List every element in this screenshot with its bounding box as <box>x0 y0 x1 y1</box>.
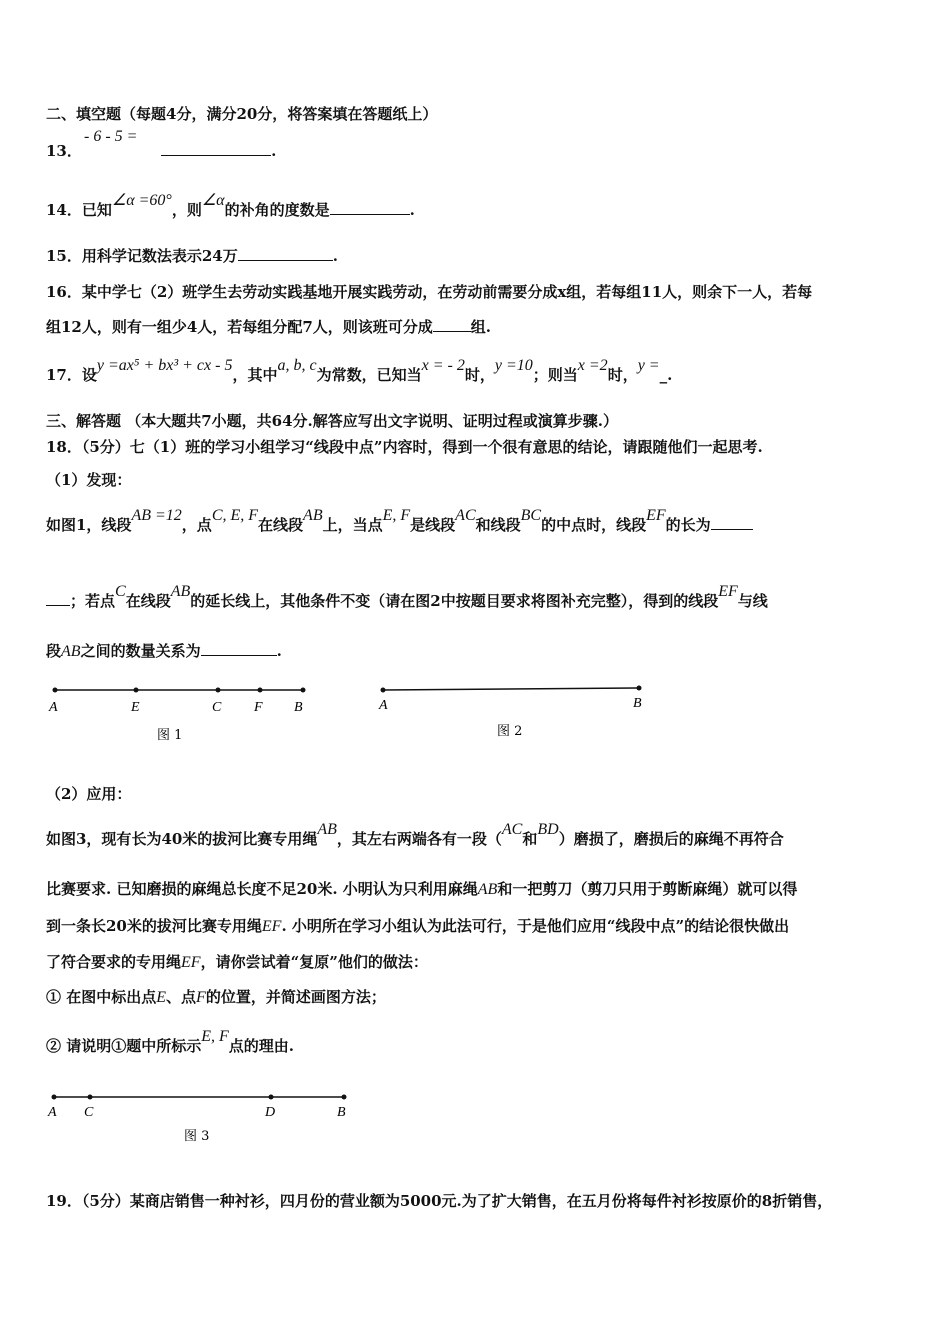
a3-text: . 小明所在学习小组认为此法可行，于是他们应用“线段中点”的结论很快做出 <box>281 917 790 935</box>
fig1-point-e <box>134 688 139 693</box>
fig3-point-d <box>269 1095 274 1100</box>
p2-c: C <box>115 583 126 600</box>
fig3-point-a <box>52 1095 57 1100</box>
p1-ef: EF <box>646 507 666 524</box>
q17-prefix: 17．设 <box>46 366 97 384</box>
figure-1 <box>45 682 320 752</box>
q18-part-2-line-1 <box>46 821 910 851</box>
q16-answer-blank <box>433 317 471 332</box>
p2-text: 与线 <box>737 592 768 610</box>
fig2-caption: 图 2 <box>497 724 523 739</box>
a1-text: 如图3，现有长为40米的拔河比赛专用绳 <box>46 830 318 848</box>
q17-condition-y: y =10 <box>494 357 533 374</box>
a1-ab: AB <box>317 821 337 838</box>
question-16-line-1: 16．某中学七（2）班学生去劳动实践基地开展实践劳动，在劳动前需要分成x组，若每组11人，则余下一人，若每 <box>46 283 813 301</box>
p2-text: ；若点 <box>70 592 116 610</box>
p3-ab: AB <box>61 643 81 660</box>
p1-text: 的长为 <box>665 516 711 534</box>
q18-step-2 <box>46 1028 910 1058</box>
q18-part-2-line-2 <box>46 878 910 901</box>
fig1-point-f <box>258 688 263 693</box>
fig3-label-a: A <box>48 1105 57 1120</box>
question-17 <box>46 357 910 387</box>
q18-part-2-line-4 <box>46 951 910 974</box>
question-18-intro: 18．（5分）七（1）班的学习小组学习“线段中点”内容时，得到一个很有意思的结论，请跟随他们一起思考. <box>46 438 763 456</box>
p3-answer-blank <box>201 641 277 656</box>
q18-part-2-label: （2）应用： <box>46 785 132 803</box>
p1-points-ef: E, F <box>382 507 411 524</box>
section-3-heading: 三、解答题 （本大题共7小题，共64分.解答应写出文字说明、证明过程或演算步骤.） <box>46 412 618 430</box>
q14-prefix: 14．已知 <box>46 201 112 219</box>
a2-text: 比赛要求. 已知磨损的麻绳总长度不足20米. 小明认为只利用麻绳 <box>46 880 478 898</box>
fig3-label-d: D <box>265 1105 276 1120</box>
question-13: 13． - 6 - 5 = . <box>46 128 277 160</box>
p2-ab: AB <box>170 583 191 600</box>
fig1-point-b <box>301 688 306 693</box>
question-14: 14．已知∠α =60°，则∠α的补角的度数是 . <box>46 192 415 219</box>
q17-text-3: 时， <box>464 366 495 384</box>
fig1-point-c <box>216 688 221 693</box>
p1-points-cef: C, E, F <box>211 507 259 524</box>
s1-e: E <box>156 989 167 1006</box>
p1-ac: AC <box>455 507 476 524</box>
p1-text: 如图1，线段 <box>46 516 132 534</box>
s2-ef: E, F <box>201 1028 229 1045</box>
fig2-label-a: A <box>379 698 388 713</box>
fig1-label-a: A <box>49 700 58 715</box>
q14-angle-symbol: ∠α <box>201 192 225 209</box>
a1-text: ）磨损了，磨损后的麻绳不再符合 <box>558 830 784 848</box>
q14-answer-blank <box>330 200 410 215</box>
p1-text: 的中点时，线段 <box>541 516 647 534</box>
a4-ef: EF <box>181 954 201 971</box>
q15-answer-blank <box>238 246 333 261</box>
a1-text: ，其左右两端各有一段（ <box>336 830 502 848</box>
a3-text: 到一条长20米的拔河比赛专用绳 <box>46 917 262 935</box>
fig1-label-e: E <box>131 700 140 715</box>
q17-answer-blank: _. <box>659 366 673 384</box>
q17-text-5: 时， <box>607 366 638 384</box>
fig1-label-f: F <box>254 700 263 715</box>
a3-ef: EF <box>261 918 282 935</box>
p2-text: 在线段 <box>125 592 171 610</box>
p3-text: 段 <box>46 642 62 660</box>
a1-ac: AC <box>501 821 523 838</box>
fig1-label-c: C <box>212 700 222 715</box>
q17-text-4: ；则当 <box>532 366 578 384</box>
p1-answer-blank <box>711 515 753 530</box>
a4-text: ，请你尝试着“复原”他们的做法： <box>200 953 428 971</box>
q18-step-1 <box>46 986 910 1009</box>
fig3-point-c <box>88 1095 93 1100</box>
s2-text: ② 请说明①题中所标示 <box>46 1037 202 1055</box>
q14-mid-text: ，则 <box>171 201 202 219</box>
q16-end: 组. <box>470 318 491 336</box>
fig1-point-a <box>53 688 58 693</box>
a2-ab: AB <box>477 881 498 898</box>
q15-text: 15．用科学记数法表示24万 <box>46 247 238 265</box>
p1-text: 是线段 <box>410 516 456 534</box>
p2-text: 的延长线上，其他条件不变（请在图2中按题目要求将图补充完整），得到的线段 <box>190 592 719 610</box>
q17-query-x: x =2 <box>577 357 608 374</box>
p3-text: 之间的数量关系为 <box>80 642 201 660</box>
question-15: 15．用科学记数法表示24万 . <box>46 247 338 265</box>
q17-text-2: 为常数，已知当 <box>316 366 422 384</box>
fig2-point-b <box>637 686 642 691</box>
s1-text: ① 在图中标出点 <box>46 988 157 1006</box>
fig2-point-a <box>381 688 386 693</box>
a1-bd: BD <box>537 821 559 838</box>
figure-3 <box>44 1087 364 1152</box>
s2-text: 点的理由. <box>228 1037 295 1055</box>
figure-2 <box>375 680 665 750</box>
q17-text-1: ，其中 <box>232 366 278 384</box>
q16-line2-text: 组12人，则有一组少4人，若每组分配7人，则该班可分成 <box>46 318 433 336</box>
q13-number: 13． <box>46 142 82 160</box>
q18-part-1-line-3 <box>46 640 910 663</box>
s1-text: 、点 <box>166 988 197 1006</box>
q17-query-y: y = <box>637 357 660 374</box>
a1-text: 和 <box>522 830 538 848</box>
p1-ab-equals: AB =12 <box>131 507 182 524</box>
q14-angle-expression: ∠α =60° <box>111 192 172 209</box>
q13-expression: - 6 - 5 = <box>84 128 138 145</box>
s1-f: F <box>196 989 206 1006</box>
section-2-heading: 二、填空题（每题4分，满分20分，将答案填在答题纸上） <box>46 105 438 123</box>
q18-part-1-line-2 <box>46 583 910 613</box>
question-19: 19．（5分）某商店销售一种衬衫，四月份的营业额为5000元.为了扩大销售，在五月份将每件衬衫按原价的8折销售， <box>46 1192 833 1210</box>
p1-bc: BC <box>520 507 542 524</box>
q14-tail: 的补角的度数是 <box>224 201 330 219</box>
q18-part-2-line-3 <box>46 915 910 938</box>
fig3-label-b: B <box>337 1105 346 1120</box>
q13-answer-blank <box>161 141 271 156</box>
fig3-caption: 图 3 <box>184 1129 210 1144</box>
fig1-label-b: B <box>294 700 303 715</box>
question-16-line-2 <box>46 316 910 338</box>
fig2-label-b: B <box>633 696 642 711</box>
a4-text: 了符合要求的专用绳 <box>46 953 182 971</box>
p1-text: 上，当点 <box>322 516 383 534</box>
fig3-label-c: C <box>84 1105 94 1120</box>
p1-text: 在线段 <box>258 516 304 534</box>
p1-text: ，点 <box>181 516 212 534</box>
q18-part-1-label: （1）发现： <box>46 471 132 489</box>
fig2-segment <box>383 688 639 690</box>
p2-ef: EF <box>718 583 738 600</box>
q17-function: y =ax⁵ + bx³ + cx - 5 <box>96 357 233 374</box>
p1-answer-blank-cont <box>46 591 70 606</box>
fig1-caption: 图 1 <box>157 728 183 743</box>
p1-text: 和线段 <box>475 516 521 534</box>
a2-text: 和一把剪刀（剪刀只用于剪断麻绳）就可以得 <box>497 880 798 898</box>
q17-constants: a, b, c <box>277 357 317 374</box>
q17-condition-x: x = - 2 <box>421 357 465 374</box>
q18-part-1-line-1 <box>46 507 910 537</box>
fig3-point-b <box>342 1095 347 1100</box>
p1-ab: AB <box>303 507 323 524</box>
s1-text: 的位置，并简述画图方法； <box>205 988 386 1006</box>
p3-text: . <box>276 642 282 660</box>
